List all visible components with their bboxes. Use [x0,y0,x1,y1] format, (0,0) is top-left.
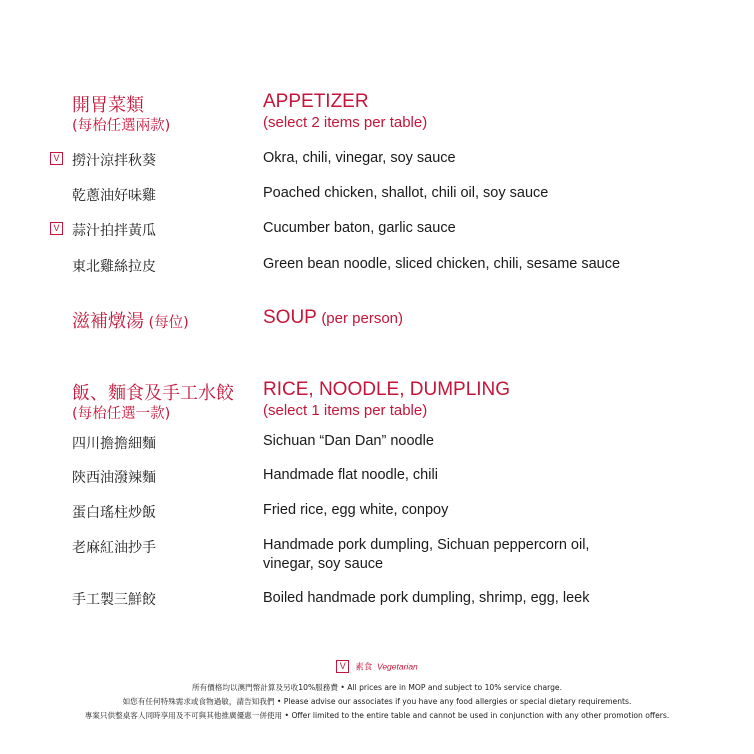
appetizer-subtitle-zh: (每枱任選兩款) [72,118,171,134]
rice-title-zh: 飯、麵食及手工水餃 [72,383,234,404]
vegetarian-icon: V [50,152,63,165]
footer-offer-note: 專案只供整桌客人同時享用及不可與其他推廣優惠一併使用 • Offer limited to the entire table and cannot be used in conjunction with any other promotion offers. [84,711,670,720]
rice-item-en: Boiled handmade pork dumpling, shrimp, egg, leek [263,590,590,606]
soup-title-zh-suffix: (每位) [148,315,189,331]
rice-item-en: Sichuan “Dan Dan” noodle [263,433,434,449]
vegetarian-icon: V [50,222,63,235]
vegetarian-icon: V [336,660,349,673]
appetizer-subtitle-en: (select 2 items per table) [263,114,428,131]
footer-price-note: 所有價格均以澳門幣計算及另收10%服務費 • All prices are in MOP and subject to 10% service charge. [191,683,563,692]
rice-item-zh: 四川擔擔細麵 [72,436,156,452]
rice-item-en-line2: vinegar, soy sauce [263,556,384,572]
footer-allergy-note: 如您有任何特殊需求或食物過敏，請告知我們 • Please advise our associates if you have any food allergies or special dietary requirements. [122,697,632,706]
rice-item-en: Handmade flat noodle, chili [263,467,438,483]
rice-item-zh: 蛋白瑤柱炒飯 [72,505,156,521]
appetizer-item-en: Okra, chili, vinegar, soy sauce [263,150,456,166]
appetizer-item-en: Cucumber baton, garlic sauce [263,220,456,236]
rice-item-zh: 老麻紅油抄手 [72,540,156,556]
soup-title-zh-row [72,307,189,333]
soup-title-en: SOUP [263,307,317,328]
rice-item-zh: 手工製三鮮餃 [72,592,156,608]
appetizer-item-zh: 東北雞絲拉皮 [72,259,156,275]
rice-item-zh: 陝西油潑辣麵 [72,470,156,486]
appetizer-title-zh: 開胃菜類 [72,95,144,116]
appetizer-item-en: Poached chicken, shallot, chili oil, soy sauce [263,185,549,201]
legend-zh: 素食 [355,661,373,672]
vegetarian-legend [0,660,754,673]
appetizer-item-zh: 蒜汁拍拌黃瓜 [72,223,156,239]
legend-en: Vegetarian [376,661,418,672]
appetizer-title-en: APPETIZER [263,91,369,112]
rice-item-en-line1: Handmade pork dumpling, Sichuan peppercorn oil, [263,537,590,553]
rice-title-en: RICE, NOODLE, DUMPLING [263,379,511,400]
soup-title-zh: 滋補燉湯 [72,311,144,332]
rice-item-en: Fried rice, egg white, conpoy [263,502,449,518]
appetizer-item-zh: 乾蔥油好味雞 [72,188,156,204]
appetizer-item-en: Green bean noodle, sliced chicken, chili, sesame sauce [263,256,621,272]
appetizer-item-zh: 撈汁涼拌秋葵 [72,153,156,169]
rice-subtitle-zh: (每枱任選一款) [72,406,171,422]
rice-subtitle-en: (select 1 items per table) [263,402,428,419]
soup-title-en-row [263,307,403,329]
soup-title-en-suffix: (per person) [321,310,404,327]
